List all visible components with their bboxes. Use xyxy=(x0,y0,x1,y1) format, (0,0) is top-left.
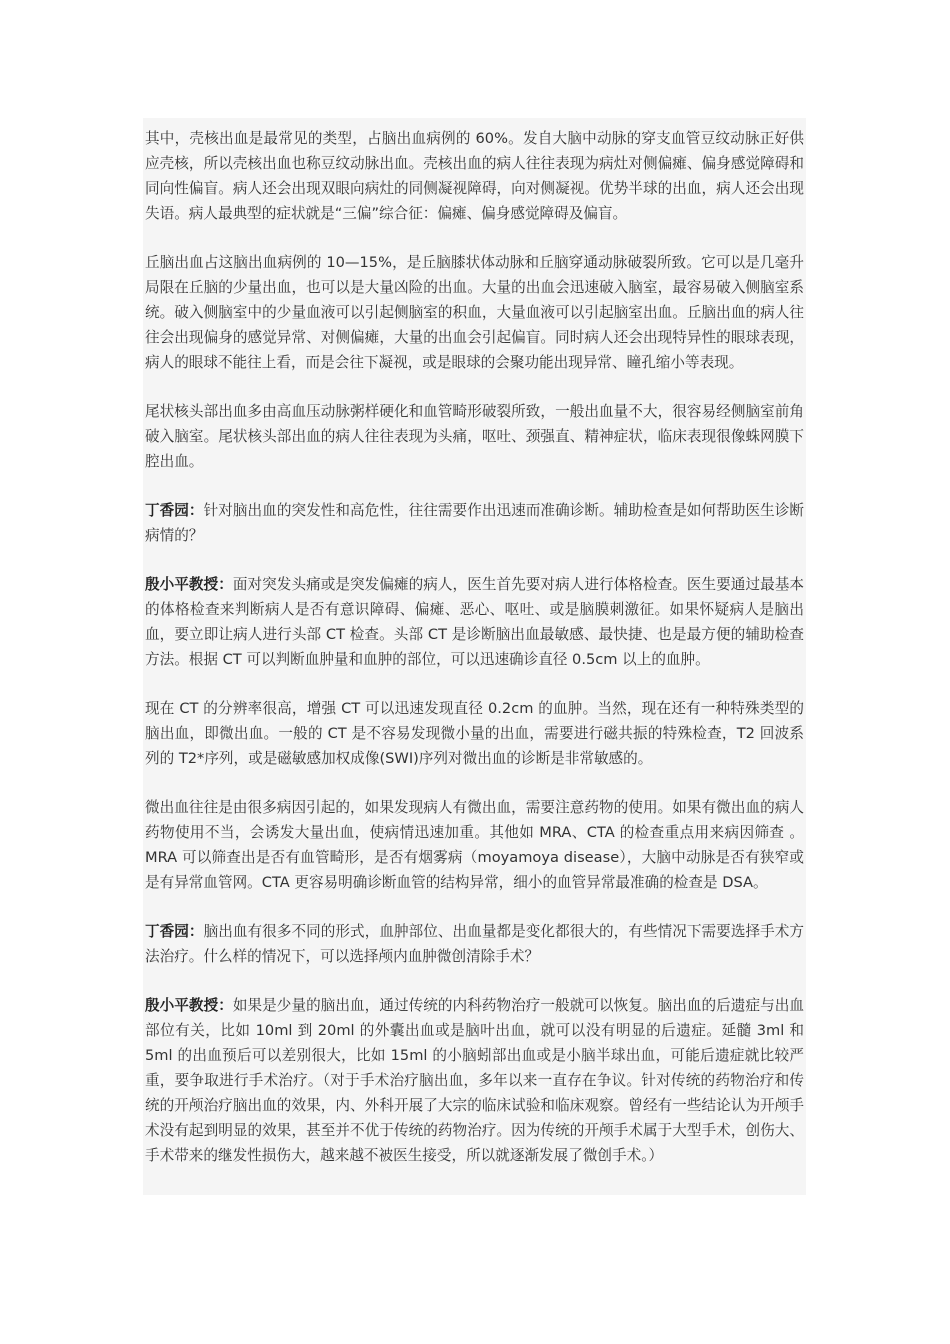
paragraph-text: 丘脑出血占这脑出血病例的 10—15%，是丘脑膝状体动脉和丘脑穿通动脉破裂所致。它可以是几毫升局限在丘脑的少量出血，也可以是大量凶险的出血。大量的出血会迅速破入脑室，最容易破入侧脑室系统。破入侧脑室中的少量血液可以引起侧脑室的积血，大量血液可以引起脑室出血。丘脑出血的病人往往会出现偏身的感觉异常、对侧偏瘫，大量的出血会引起偏盲。同时病人还会出现特异性的眼球表现，病人的眼球不能往上看，而是会往下凝视，或是眼球的会聚功能出现异常、瞳孔缩小等表现。 xyxy=(145,254,804,371)
speaker-label: 丁香园： xyxy=(145,923,204,940)
paragraph-text: 尾状核头部出血多由高血压动脉粥样硬化和血管畸形破裂所致，一般出血量不大，很容易经侧脑室前角破入脑室。尾状核头部出血的病人往往表现为头痛，呕吐、颈强直、精神症状，临床表现很像蛛网膜下腔出血。 xyxy=(145,403,804,470)
question-diagnosis xyxy=(145,498,804,548)
speaker-label: 殷小平教授： xyxy=(145,576,233,593)
paragraph-text: 现在 CT 的分辨率很高，增强 CT 可以迅速发现直径 0.2cm 的血肿。当然，现在还有一种特殊类型的脑出血，即微出血。一般的 CT 是不容易发现微小量的出血，需要进行磁共振的特殊检查，T2 回波系列的 T2*序列，或是磁敏感加权成像(SWI)序列对微出血的诊断是非常敏感的。 xyxy=(145,700,804,767)
paragraph-text: 微出血往往是由很多病因引起的，如果发现病人有微出血，需要注意药物的使用。如果有微出血的病人药物使用不当，会诱发大量出血，使病情迅速加重。其他如 MRA、CTA 的检查重点用来病因筛查 。MRA 可以筛查出是否有血管畸形，是否有烟雾病（moyamoya disease），大脑中动脉是否有狭窄或是有异常血管网。CTA 更容易明确诊断血管的结构异常，细小的血管异常最准确的检查是 DSA。 xyxy=(145,799,804,891)
paragraph-ct-resolution xyxy=(145,696,804,771)
speaker-label: 殷小平教授： xyxy=(145,997,233,1014)
paragraph-text: 其中，壳核出血是最常见的类型，占脑出血病例的 60%。发自大脑中动脉的穿支血管豆纹动脉正好供应壳核，所以壳核出血也称豆纹动脉出血。壳核出血的病人往往表现为病灶对侧偏瘫、偏身感觉障碍和同向性偏盲。病人还会出现双眼向病灶的同侧凝视障碍，向对侧凝视。优势半球的出血，病人还会出现失语。病人最典型的症状就是“三偏”综合征：偏瘫、偏身感觉障碍及偏盲。 xyxy=(145,130,804,222)
paragraph-text: 如果是少量的脑出血，通过传统的内科药物治疗一般就可以恢复。脑出血的后遗症与出血部位有关，比如 10ml 到 20ml 的外囊出血或是脑叶出血，就可以没有明显的后遗症。延髓 3ml 和 5ml 的出血预后可以差别很大，比如 15ml 的小脑蚓部出血或是小脑半球出血，可能后遗症就比较严重，要争取进行手术治疗。（对于手术治疗脑出血，多年以来一直存在争议。针对传统的药物治疗和传统的开颅治疗脑出血的效果，内、外科开展了大宗的临床试验和临床观察。曾经有一些结论认为开颅手术没有起到明显的效果，甚至并不优于传统的药物治疗。因为传统的开颅手术属于大型手术，创伤大、手术带来的继发性损伤大，越来越不被医生接受，所以就逐渐发展了微创手术。） xyxy=(145,997,804,1164)
article-body xyxy=(143,118,806,1195)
paragraph-thalamic-hemorrhage xyxy=(145,250,804,375)
paragraph-caudate-hemorrhage xyxy=(145,399,804,474)
speaker-label: 丁香园： xyxy=(145,502,204,519)
paragraph-text: 面对突发头痛或是突发偏瘫的病人，医生首先要对病人进行体格检查。医生要通过最基本的体格检查来判断病人是否有意识障碍、偏瘫、恶心、呕吐、或是脑膜刺激征。如果怀疑病人是脑出血，要立即让病人进行头部 CT 检查。头部 CT 是诊断脑出血最敏感、最快捷、也是最方便的辅助检查方法。根据 CT 可以判断血肿量和血肿的部位，可以迅速确诊直径 0.5cm 以上的血肿。 xyxy=(145,576,804,668)
answer-diagnosis xyxy=(145,572,804,672)
question-surgery xyxy=(145,919,804,969)
answer-surgery xyxy=(145,993,804,1168)
paragraph-text: 脑出血有很多不同的形式，血肿部位、出血量都是变化都很大的，有些情况下需要选择手术方法治疗。什么样的情况下，可以选择颅内血肿微创清除手术？ xyxy=(145,923,804,965)
paragraph-microbleed xyxy=(145,795,804,895)
paragraph-putamen-hemorrhage xyxy=(145,126,804,226)
paragraph-text: 针对脑出血的突发性和高危性，往往需要作出迅速而准确诊断。辅助检查是如何帮助医生诊断病情的？ xyxy=(145,502,804,544)
